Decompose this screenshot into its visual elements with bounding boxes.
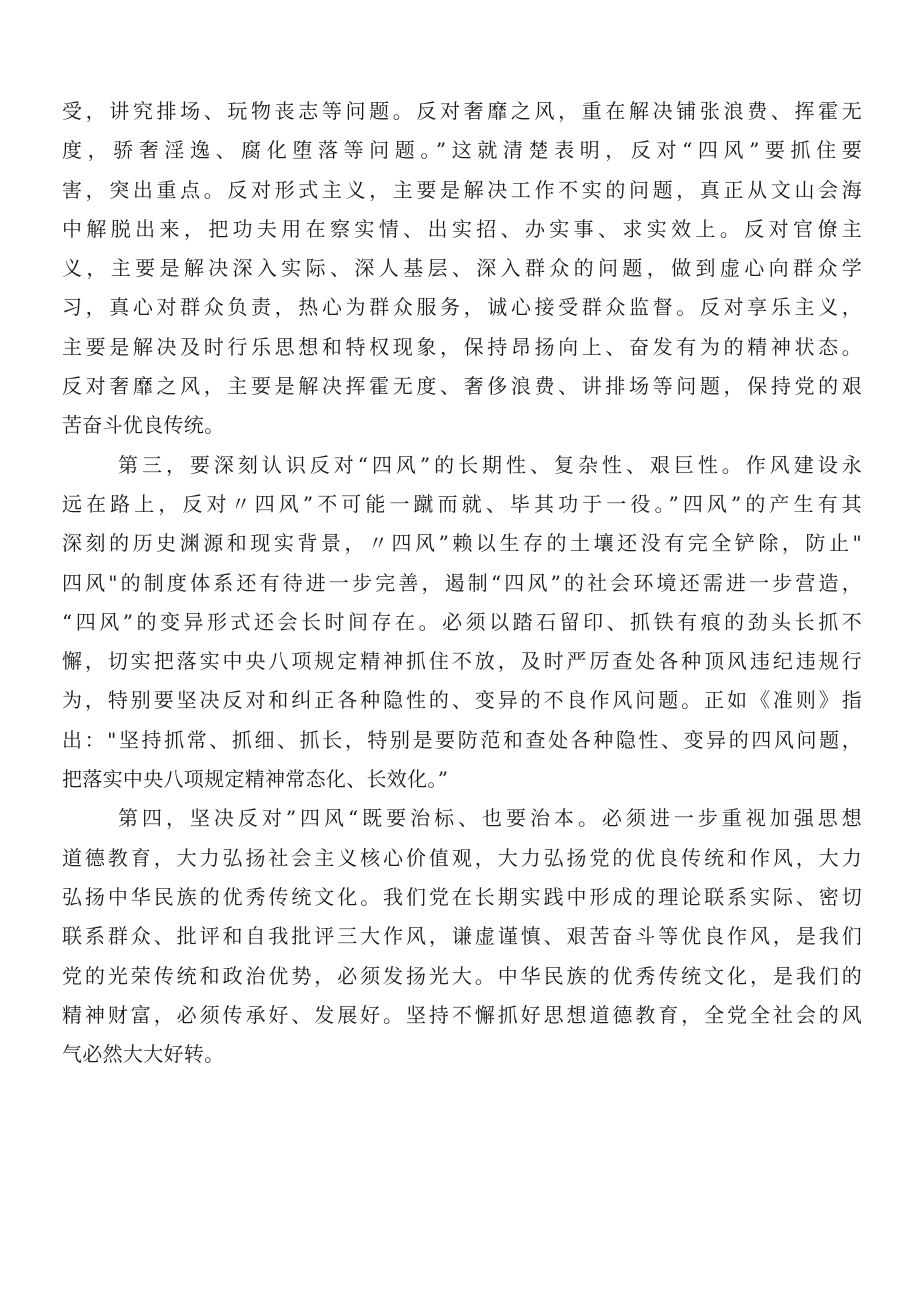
text-line: “四风”的变异形式还会长时间存在。必须以踏石留印、抓铁有痕的劲头长抓不 — [62, 609, 862, 634]
text-line: 深刻的历史渊源和现实背景，〃四风”赖以生存的土壤还没有完全铲除，防止" — [62, 531, 862, 556]
text-line: 第三，要深刻认识反对“四风”的长期性、复杂性、艰巨性。作风建设永 — [118, 452, 862, 477]
text-line: 把落实中央八项规定精神常态化、长效化。” — [62, 767, 449, 792]
document-body — [62, 92, 862, 1074]
text-line: 懈，切实把落实中央八项规定精神抓住不放，及时严厉查处各种顶风违纪违规行 — [62, 649, 862, 674]
paragraph — [62, 799, 862, 1074]
text-line: 受，讲究排场、玩物丧志等问题。反对奢靡之风，重在解决铺张浪费、挥霍无 — [62, 99, 862, 123]
text-line: 精神财富，必须传承好、发展好。坚持不懈抓好思想道德教育，全党全社会的风 — [62, 1002, 862, 1027]
text-line: 苦奋斗优良传统。 — [62, 413, 225, 438]
text-line: 道德教育，大力弘扬社会主义核心价值观，大力弘扬党的优良传统和作风，大力 — [62, 845, 862, 870]
paragraph — [62, 446, 862, 800]
text-line: 联系群众、批评和自我批评三大作风，谦虚谨慎、艰苦奋斗等优良作风，是我们 — [62, 924, 862, 949]
text-line: 气必然大大好转。 — [62, 1042, 225, 1067]
text-line: 四风"的制度体系还有待进一步完善，遏制“四风”的社会环境还需进一步营造， — [62, 570, 862, 595]
text-line: 害，突出重点。反对形式主义，主要是解决工作不实的问题，真正从文山会海 — [62, 177, 862, 202]
text-line: 党的光荣传统和政治优势，必须发扬光大。中华民族的优秀传统文化，是我们的 — [62, 963, 862, 988]
paragraph — [62, 92, 862, 446]
text-line: 为，特别要坚决反对和纠正各种隐性的、变异的不良作风问题。正如《准则》指 — [62, 688, 862, 713]
text-line: 远在路上，反对〃四风”不可能一蹴而就、毕其功于一役。”四风”的产生有其 — [62, 491, 862, 516]
text-line: 第四，坚决反对”四风“既要治标、也要治本。必须进一步重视加强思想 — [118, 806, 862, 831]
text-line: 出："坚持抓常、抓细、抓长，特别是要防范和查处各种隐性、变异的四风问题， — [62, 727, 862, 752]
text-line: 弘扬中华民族的优秀传统文化。我们党在长期实践中形成的理论联系实际、密切 — [62, 884, 862, 909]
text-line: 反对奢靡之风，主要是解决挥霍无度、奢侈浪费、讲排场等问题，保持党的艰 — [62, 374, 862, 399]
text-line: 主要是解决及时行乐思想和特权现象，保持昂扬向上、奋发有为的精神状态。 — [62, 334, 862, 359]
text-line: 习，真心对群众负责，热心为群众服务，诚心接受群众监督。反对享乐主义， — [62, 295, 862, 320]
text-line: 中解脱出来，把功夫用在察实情、出实招、办实事、求实效上。反对官僚主 — [62, 216, 862, 241]
text-line: 义，主要是解决深入实际、深人基层、深入群众的问题，做到虚心向群众学 — [62, 256, 862, 281]
text-line: 度，骄奢淫逸、腐化堕落等问题。”这就清楚表明，反对“四风”要抓住要 — [62, 138, 862, 163]
